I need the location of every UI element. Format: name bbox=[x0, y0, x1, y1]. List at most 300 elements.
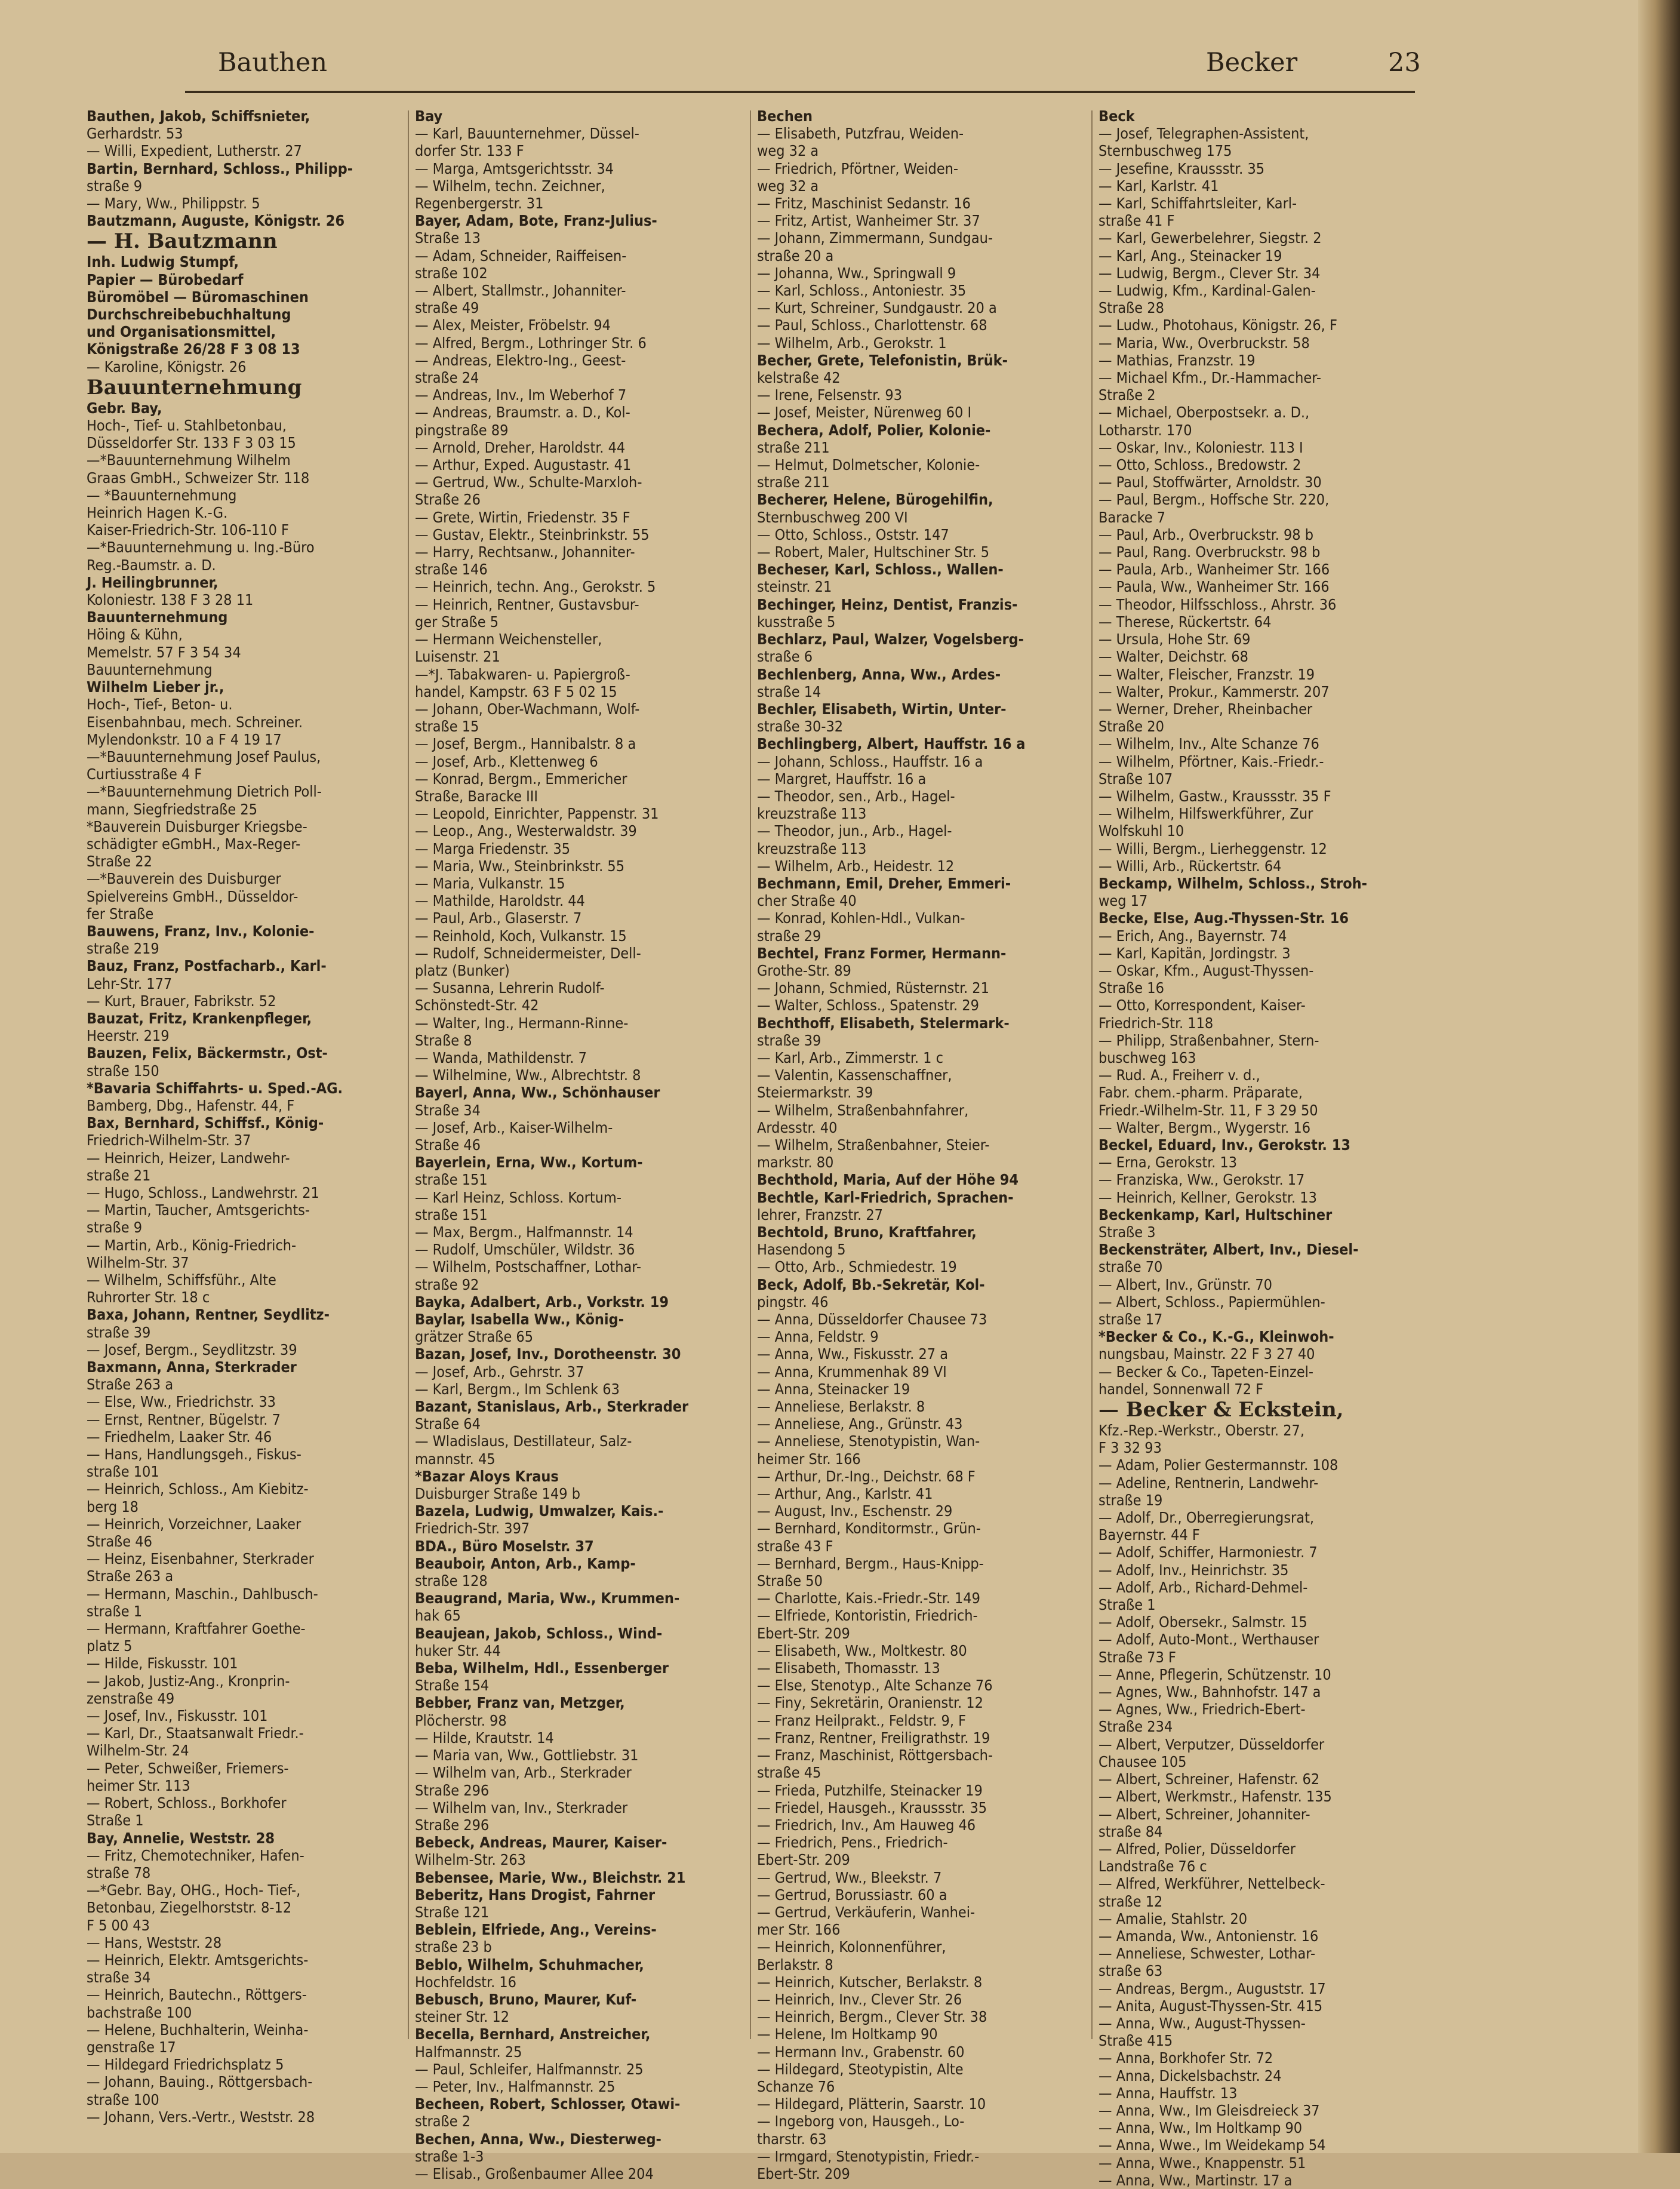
directory-entry: — Susanna, Lehrerin Rudolf- bbox=[415, 979, 605, 997]
directory-entry: — Heinrich, Heizer, Landwehr- bbox=[87, 1149, 290, 1167]
directory-entry: — Andreas, Elektro-Ing., Geest- bbox=[415, 351, 626, 369]
directory-entry: Beaugrand, Maria, Ww., Krummen- bbox=[415, 1590, 680, 1607]
directory-entry: — Karl, Bauunternehmer, Düssel- bbox=[415, 125, 639, 143]
directory-entry: — Wilhelm, Arb., Gerokstr. 1 bbox=[757, 334, 947, 352]
directory-entry: Bechthoff, Elisabeth, Stelermark- bbox=[757, 1014, 1010, 1032]
directory-entry: — Mathilde, Haroldstr. 44 bbox=[415, 892, 585, 910]
directory-entry: — Walter, Prokur., Kammerstr. 207 bbox=[1099, 682, 1330, 700]
directory-entry: — Paul, Stoffwärter, Arnoldstr. 30 bbox=[1099, 474, 1322, 491]
directory-entry: — Adam, Polier Gestermannstr. 108 bbox=[1099, 1456, 1339, 1474]
directory-entry: BDA., Büro Moselstr. 37 bbox=[415, 1537, 594, 1555]
header-rule bbox=[185, 91, 1415, 93]
directory-entry: — Albert, Inv., Grünstr. 70 bbox=[1099, 1275, 1272, 1293]
directory-entry: dorfer Str. 133 F bbox=[415, 142, 524, 160]
directory-entry: — Friedel, Hausgeh., Kraussstr. 35 bbox=[757, 1798, 987, 1816]
directory-entry: — Albert, Stallmstr., Johanniter- bbox=[415, 282, 626, 300]
directory-entry: Beba, Wilhelm, Hdl., Essenberger bbox=[415, 1659, 669, 1677]
directory-entry: — Adeline, Rentnerin, Landwehr- bbox=[1099, 1474, 1319, 1492]
directory-entry: Memelstr. 57 F 3 54 34 bbox=[87, 643, 241, 661]
directory-entry: Bartin, Bernhard, Schloss., Philipp- bbox=[87, 159, 353, 177]
directory-entry: — Harry, Rechtsanw., Johanniter- bbox=[415, 543, 635, 561]
directory-entry: — Adam, Schneider, Raiffeisen- bbox=[415, 247, 627, 265]
directory-entry: Beauboir, Anton, Arb., Kamp- bbox=[415, 1554, 636, 1572]
directory-entry: Straße 46 bbox=[415, 1136, 481, 1154]
directory-entry: — Heinrich, Kellner, Gerokstr. 13 bbox=[1099, 1188, 1317, 1206]
directory-entry: — Albert, Werkmstr., Hafenstr. 135 bbox=[1099, 1788, 1332, 1806]
directory-entry: — Frieda, Putzhilfe, Steinacker 19 bbox=[757, 1781, 983, 1799]
directory-entry: Straße 1 bbox=[1099, 1596, 1156, 1614]
directory-entry: — Walter, Fleischer, Franzstr. 19 bbox=[1099, 665, 1315, 683]
directory-entry: lehrer, Franzstr. 27 bbox=[757, 1206, 883, 1223]
directory-entry: Wolfskuhl 10 bbox=[1099, 822, 1184, 840]
directory-entry: Bebeck, Andreas, Maurer, Kaiser- bbox=[415, 1834, 667, 1852]
directory-entry: Straße 28 bbox=[1099, 299, 1164, 317]
directory-entry: Baxa, Johann, Rentner, Seydlitz- bbox=[87, 1306, 330, 1324]
directory-entry: — Paul, Bergm., Hoffsche Str. 220, bbox=[1099, 491, 1330, 509]
directory-entry: — Gertrud, Ww., Bleekstr. 7 bbox=[757, 1868, 942, 1886]
directory-entry: straße 41 F bbox=[1099, 212, 1175, 230]
directory-entry: straße 30-32 bbox=[757, 718, 844, 736]
directory-entry: Ebert-Str. 209 bbox=[757, 1851, 850, 1869]
directory-entry: — Helene, Buchhalterin, Weinha- bbox=[87, 2021, 309, 2039]
directory-entry: — Jakob, Justiz-Ang., Kronprin- bbox=[87, 1672, 290, 1690]
directory-entry: Bauz, Franz, Postfacharb., Karl- bbox=[87, 957, 327, 975]
directory-entry: Gebr. Bay, bbox=[87, 399, 162, 417]
directory-entry: Düsseldorfer Str. 133 F 3 03 15 bbox=[87, 434, 296, 452]
directory-entry: Bay bbox=[415, 107, 443, 125]
directory-entry: Wilhelm Lieber jr., bbox=[87, 678, 224, 696]
directory-entry: — Hugo, Schloss., Landwehrstr. 21 bbox=[87, 1183, 319, 1201]
directory-entry: Bechen bbox=[757, 107, 813, 125]
directory-entry: — Anna, Ww., Fiskusstr. 27 a bbox=[757, 1345, 948, 1363]
directory-entry: Höing & Kühn, bbox=[87, 626, 183, 644]
directory-entry: Straße 22 bbox=[87, 853, 152, 871]
directory-entry: — Bernhard, Konditormstr., Grün- bbox=[757, 1520, 981, 1538]
header-right-keyword: Becker bbox=[1206, 48, 1298, 78]
directory-entry: — Josef, Bergm., Seydlitzstr. 39 bbox=[87, 1341, 297, 1358]
directory-entry: — Albert, Verputzer, Düsseldorfer bbox=[1099, 1735, 1325, 1753]
directory-entry: Schanze 76 bbox=[757, 2077, 835, 2095]
directory-entry: — Maria van, Ww., Gottliebstr. 31 bbox=[415, 1747, 639, 1764]
directory-entry: — Kurt, Brauer, Fabrikstr. 52 bbox=[87, 992, 276, 1010]
directory-entry: Straße 263 a bbox=[87, 1567, 174, 1585]
directory-entry: Bazela, Ludwig, Umwalzer, Kais.- bbox=[415, 1502, 664, 1520]
directory-entry: *Bazar Aloys Kraus bbox=[415, 1467, 559, 1485]
directory-entry: — Hildegard Friedrichsplatz 5 bbox=[87, 2056, 284, 2074]
directory-entry: Steiermarkstr. 39 bbox=[757, 1084, 873, 1102]
directory-entry: hak 65 bbox=[415, 1607, 461, 1625]
directory-entry: Duisburger Straße 149 b bbox=[415, 1485, 581, 1503]
directory-entry: — Wilhelmine, Ww., Albrechtstr. 8 bbox=[415, 1066, 641, 1084]
directory-entry: Straße 263 a bbox=[87, 1376, 174, 1394]
directory-entry: — Bernhard, Bergm., Haus-Knipp- bbox=[757, 1554, 984, 1572]
directory-entry: — Wilhelm van, Inv., Sterkrader bbox=[415, 1798, 628, 1816]
directory-entry: Becella, Bernhard, Anstreicher, bbox=[415, 2025, 651, 2043]
directory-entry: — Mathias, Franzstr. 19 bbox=[1099, 351, 1256, 369]
directory-entry: — Wilhelm, Hilfswerkführer, Zur bbox=[1099, 805, 1313, 823]
directory-entry: ger Straße 5 bbox=[415, 613, 499, 631]
directory-entry: Hoch-, Tief- u. Stahlbetonbau, bbox=[87, 417, 287, 435]
directory-entry: — Anna, Steinacker 19 bbox=[757, 1380, 910, 1398]
directory-entry: Bechinger, Heinz, Dentist, Franzis- bbox=[757, 595, 1018, 613]
directory-entry: — Walter, Deichstr. 68 bbox=[1099, 648, 1248, 666]
directory-entry: Baylar, Isabella Ww., König- bbox=[415, 1311, 624, 1329]
directory-entry: — Finy, Sekretärin, Oranienstr. 12 bbox=[757, 1694, 983, 1712]
directory-entry: Beck bbox=[1099, 107, 1135, 125]
directory-entry: straße 128 bbox=[415, 1572, 488, 1590]
directory-entry: handel, Sonnenwall 72 F bbox=[1099, 1380, 1264, 1398]
directory-entry: Spielvereins GmbH., Düsseldor- bbox=[87, 887, 299, 905]
directory-entry: Betonbau, Ziegelhorststr. 8-12 bbox=[87, 1899, 292, 1917]
directory-entry: weg 32 a bbox=[757, 177, 819, 195]
directory-entry: straße 34 bbox=[87, 1969, 151, 1987]
directory-entry: mann, Siegfriedstraße 25 bbox=[87, 800, 257, 818]
directory-entry: — Heinz, Eisenbahner, Sterkrader bbox=[87, 1550, 314, 1568]
page-number: 23 bbox=[1388, 48, 1421, 78]
directory-entry: Beblo, Wilhelm, Schuhmacher, bbox=[415, 1956, 644, 1973]
directory-entry: — Robert, Maler, Hultschiner Str. 5 bbox=[757, 543, 990, 561]
directory-entry: — Franz Heilprakt., Feldstr. 9, F bbox=[757, 1711, 967, 1729]
directory-entry: — Josef, Bergm., Hannibalstr. 8 a bbox=[415, 735, 636, 753]
directory-entry: Bauzen, Felix, Bäckermstr., Ost- bbox=[87, 1044, 328, 1062]
directory-entry: straße 20 a bbox=[757, 247, 834, 265]
directory-entry: Becke, Else, Aug.-Thyssen-Str. 16 bbox=[1099, 909, 1349, 927]
directory-entry: Sternbuschweg 175 bbox=[1099, 142, 1232, 160]
directory-entry: mannstr. 45 bbox=[415, 1450, 496, 1468]
directory-entry: — Theodor, sen., Arb., Hagel- bbox=[757, 787, 955, 805]
directory-entry: tharstr. 63 bbox=[757, 2130, 827, 2148]
directory-entry: heimer Str. 113 bbox=[87, 1776, 190, 1794]
directory-entry: Halfmannstr. 25 bbox=[415, 2043, 522, 2061]
directory-entry: — Valentin, Kassenschaffner, bbox=[757, 1066, 952, 1084]
directory-entry: straße 211 bbox=[757, 474, 830, 491]
directory-entry: Beck, Adolf, Bb.-Sekretär, Kol- bbox=[757, 1275, 985, 1293]
directory-entry: — Anna, Wwe., Im Weidekamp 54 bbox=[1099, 2136, 1326, 2154]
directory-entry: — Wilhelm, Postschaffner, Lothar- bbox=[415, 1258, 642, 1276]
directory-entry: bachstraße 100 bbox=[87, 2003, 192, 2021]
directory-entry: — Leopold, Einrichter, Pappenstr. 31 bbox=[415, 805, 659, 823]
directory-entry: Wilhelm-Str. 37 bbox=[87, 1253, 189, 1271]
directory-entry: Bauzat, Fritz, Krankenpfleger, bbox=[87, 1009, 312, 1027]
directory-entry: — Maria, Vulkanstr. 15 bbox=[415, 874, 565, 892]
directory-entry: — Hermann, Kraftfahrer Goethe- bbox=[87, 1620, 306, 1638]
directory-entry: — Rud. A., Freiherr v. d., bbox=[1099, 1066, 1260, 1084]
directory-entry: Lotharstr. 170 bbox=[1099, 421, 1192, 439]
directory-entry: Hochfeldstr. 16 bbox=[415, 1973, 516, 1991]
directory-entry: — Anneliese, Stenotypistin, Wan- bbox=[757, 1432, 980, 1450]
directory-entry: — Wilhelm, Gastw., Kraussstr. 35 F bbox=[1099, 787, 1331, 805]
directory-entry: Bauunternehmung bbox=[87, 660, 213, 678]
directory-entry: — Heinrich, Bautechn., Röttgers- bbox=[87, 1986, 307, 2004]
directory-entry: — Josef, Meister, Nürenweg 60 I bbox=[757, 404, 972, 422]
directory-entry: — Elisabeth, Putzfrau, Weiden- bbox=[757, 125, 964, 143]
directory-entry: — Karl, Dr., Staatsanwalt Friedr.- bbox=[87, 1724, 304, 1742]
directory-entry: — Willi, Arb., Rückertstr. 64 bbox=[1099, 857, 1282, 875]
directory-entry: — Arthur, Ang., Karlstr. 41 bbox=[757, 1485, 933, 1503]
directory-entry: Bechen, Anna, Ww., Diesterweg- bbox=[415, 2130, 661, 2148]
directory-entry: Curtiusstraße 4 F bbox=[87, 765, 202, 783]
directory-entry: — Wilhelm, Straßenbahnfahrer, bbox=[757, 1101, 969, 1119]
directory-entry: — Becker & Co., Tapeten-Einzel- bbox=[1099, 1363, 1314, 1381]
directory-entry: — Karl, Arb., Zimmerstr. 1 c bbox=[757, 1049, 943, 1066]
directory-entry: —*Bauverein des Duisburger bbox=[87, 870, 281, 888]
directory-entry: — Gertrud, Borussiastr. 60 a bbox=[757, 1886, 947, 1904]
directory-entry: straße 39 bbox=[757, 1031, 821, 1049]
directory-entry: — Helmut, Dolmetscher, Kolonie- bbox=[757, 456, 980, 474]
directory-entry: straße 19 bbox=[1099, 1491, 1163, 1509]
directory-entry: Baxmann, Anna, Sterkrader bbox=[87, 1358, 297, 1376]
directory-entry: Wilhelm-Str. 263 bbox=[415, 1851, 526, 1869]
directory-entry: — Konrad, Kohlen-Hdl., Vulkan- bbox=[757, 909, 965, 927]
directory-entry: — Martin, Taucher, Amtsgerichts- bbox=[87, 1201, 310, 1219]
directory-entry: weg 32 a bbox=[757, 142, 819, 160]
directory-entry: straße 102 bbox=[415, 264, 488, 282]
directory-entry: — Willi, Expedient, Lutherstr. 27 bbox=[87, 142, 302, 160]
directory-entry: — Friedrich, Inv., Am Hauweg 46 bbox=[757, 1816, 976, 1834]
directory-entry: Bebusch, Bruno, Maurer, Kuf- bbox=[415, 1990, 637, 2008]
directory-entry: buschweg 163 bbox=[1099, 1049, 1196, 1066]
directory-entry: — Maria, Ww., Steinbrinkstr. 55 bbox=[415, 857, 625, 875]
directory-entry: — Becker & Eckstein, bbox=[1099, 1398, 1344, 1422]
directory-entry: Straße 8 bbox=[415, 1031, 472, 1049]
directory-entry: — Ludw., Photohaus, Königstr. 26, F bbox=[1099, 316, 1337, 334]
directory-entry: straße 92 bbox=[415, 1275, 479, 1293]
directory-entry: Kfz.-Rep.-Werkstr., Oberstr. 27, bbox=[1099, 1422, 1304, 1440]
directory-entry: weg 17 bbox=[1099, 892, 1148, 910]
directory-entry: — Wilhelm, Inv., Alte Schanze 76 bbox=[1099, 735, 1319, 753]
directory-entry: — Josef, Telegraphen-Assistent, bbox=[1099, 125, 1309, 143]
directory-entry: — Heinrich, techn. Ang., Gerokstr. 5 bbox=[415, 578, 656, 596]
directory-entry: — Otto, Arb., Schmiedestr. 19 bbox=[757, 1258, 957, 1276]
directory-entry: —*Bauunternehmung u. Ing.-Büro bbox=[87, 539, 315, 557]
directory-entry: — Arthur, Exped. Augustastr. 41 bbox=[415, 456, 632, 474]
directory-entry: — Michael, Oberpostsekr. a. D., bbox=[1099, 404, 1310, 422]
directory-entry: Grothe-Str. 89 bbox=[757, 961, 851, 979]
directory-entry: kusstraße 5 bbox=[757, 613, 836, 631]
directory-entry: — Margret, Hauffstr. 16 a bbox=[757, 770, 927, 788]
directory-entry: straße 49 bbox=[415, 299, 479, 317]
directory-entry: Bax, Bernhard, Schiffsf., König- bbox=[87, 1114, 324, 1132]
directory-entry: Straße 34 bbox=[415, 1101, 481, 1119]
directory-entry: — Anneliese, Schwester, Lothar- bbox=[1099, 1945, 1316, 1963]
directory-entry: — Albert, Schloss., Papiermühlen- bbox=[1099, 1293, 1325, 1311]
directory-entry: Bechthold, Maria, Auf der Höhe 94 bbox=[757, 1171, 1019, 1189]
directory-entry: — Anna, Feldstr. 9 bbox=[757, 1328, 879, 1346]
directory-entry: Straße, Baracke III bbox=[415, 787, 539, 805]
directory-entry: — Paul, Schleifer, Halfmannstr. 25 bbox=[415, 2060, 644, 2078]
directory-entry: Reg.-Baumstr. a. D. bbox=[87, 556, 216, 574]
directory-entry: — Therese, Rückertstr. 64 bbox=[1099, 613, 1272, 631]
directory-entry: — Otto, Schloss., Bredowstr. 2 bbox=[1099, 456, 1301, 474]
directory-entry: Straße 50 bbox=[757, 1572, 823, 1590]
directory-entry: Lehr-Str. 177 bbox=[87, 974, 173, 992]
directory-entry: kelstraße 42 bbox=[757, 369, 841, 387]
directory-entry: mer Str. 166 bbox=[757, 1921, 841, 1939]
directory-entry: handel, Kampstr. 63 F 5 02 15 bbox=[415, 682, 617, 700]
directory-entry: — Gustav, Elektr., Steinbrinkstr. 55 bbox=[415, 525, 650, 543]
directory-entry: straße 1-3 bbox=[415, 2147, 484, 2165]
directory-entry: pingstraße 89 bbox=[415, 421, 509, 439]
directory-entry: straße 211 bbox=[757, 438, 830, 456]
directory-entry: Baracke 7 bbox=[1099, 508, 1166, 526]
directory-entry: kreuzstraße 113 bbox=[757, 805, 867, 823]
directory-entry: — Johann, Vers.-Vertr., Weststr. 28 bbox=[87, 2108, 315, 2126]
directory-entry: — Walter, Schloss., Spatenstr. 29 bbox=[757, 997, 979, 1014]
directory-entry: — Heinrich, Bergm., Clever Str. 38 bbox=[757, 2008, 987, 2026]
directory-entry: Bayerl, Anna, Ww., Schönhauser bbox=[415, 1084, 660, 1102]
directory-entry: — Adolf, Auto-Mont., Werthauser bbox=[1099, 1631, 1319, 1649]
directory-entry: Beckel, Eduard, Inv., Gerokstr. 13 bbox=[1099, 1136, 1351, 1154]
directory-entry: Straße 2 bbox=[1099, 386, 1156, 404]
directory-entry: — Robert, Schloss., Borkhofer bbox=[87, 1794, 287, 1812]
directory-entry: Hasendong 5 bbox=[757, 1241, 846, 1259]
directory-entry: Becheen, Robert, Schlosser, Otawi- bbox=[415, 2095, 681, 2113]
directory-entry: — Alfred, Bergm., Lothringer Str. 6 bbox=[415, 334, 647, 352]
directory-entry: straße 39 bbox=[87, 1323, 151, 1341]
directory-entry: — Amanda, Ww., Antonienstr. 16 bbox=[1099, 1927, 1319, 1945]
directory-entry: Schönstedt-Str. 42 bbox=[415, 997, 539, 1014]
directory-entry: — Wilhelm, Straßenbahner, Steier- bbox=[757, 1136, 990, 1154]
directory-entry: straße 12 bbox=[1099, 1892, 1163, 1910]
directory-entry: Bazant, Stanislaus, Arb., Sterkrader bbox=[415, 1398, 689, 1416]
directory-entry: — Alex, Meister, Fröbelstr. 94 bbox=[415, 316, 611, 334]
directory-entry: Straße 16 bbox=[1099, 979, 1164, 997]
directory-entry: — Anna, Ww., Im Holtkamp 90 bbox=[1099, 2119, 1303, 2137]
directory-entry: straße 21 bbox=[87, 1166, 151, 1184]
directory-entry: — Alfred, Werkführer, Nettelbeck- bbox=[1099, 1875, 1325, 1893]
directory-entry: — Marga Friedenstr. 35 bbox=[415, 840, 571, 857]
directory-entry: — Fritz, Artist, Wanheimer Str. 37 bbox=[757, 212, 980, 230]
directory-entry: Inh. Ludwig Stumpf, bbox=[87, 253, 239, 271]
directory-entry: Bayerlein, Erna, Ww., Kortum- bbox=[415, 1154, 643, 1172]
directory-entry: Bechtold, Bruno, Kraftfahrer, bbox=[757, 1223, 977, 1241]
directory-entry: Chausee 105 bbox=[1099, 1753, 1187, 1770]
directory-entry: straße 23 b bbox=[415, 1938, 492, 1956]
directory-entry: Bayernstr. 44 F bbox=[1099, 1526, 1200, 1544]
directory-entry: Bauunternehmung bbox=[87, 608, 228, 626]
directory-entry: straße 24 bbox=[415, 369, 479, 387]
directory-entry: — Ingeborg von, Hausgeh., Lo- bbox=[757, 2113, 965, 2130]
directory-entry: — Hermann Inv., Grabenstr. 60 bbox=[757, 2043, 965, 2061]
directory-entry: — Elfriede, Kontoristin, Friedrich- bbox=[757, 1607, 978, 1625]
directory-entry: Büromöbel — Büromaschinen bbox=[87, 288, 309, 306]
directory-entry: — Anna, Düsseldorfer Chausee 73 bbox=[757, 1311, 987, 1329]
directory-entry: — Fritz, Maschinist Sedanstr. 16 bbox=[757, 195, 971, 213]
directory-entry: Straße 73 F bbox=[1099, 1648, 1176, 1666]
directory-entry: — Arnold, Dreher, Haroldstr. 44 bbox=[415, 438, 626, 456]
directory-entry: steinstr. 21 bbox=[757, 578, 832, 596]
directory-entry: Königstraße 26/28 F 3 08 13 bbox=[87, 340, 300, 358]
directory-entry: Beckenkamp, Karl, Hultschiner bbox=[1099, 1206, 1333, 1223]
directory-entry: — Josef, Inv., Fiskusstr. 101 bbox=[87, 1707, 268, 1725]
directory-entry: Straße 64 bbox=[415, 1415, 481, 1433]
directory-entry: — Willi, Bergm., Lierheggenstr. 12 bbox=[1099, 840, 1327, 857]
directory-entry: straße 9 bbox=[87, 1219, 143, 1237]
directory-entry: — Martin, Arb., König-Friedrich- bbox=[87, 1236, 297, 1254]
directory-entry: markstr. 80 bbox=[757, 1154, 834, 1172]
directory-entry: straße 146 bbox=[415, 561, 488, 579]
directory-entry: Straße 415 bbox=[1099, 2032, 1173, 2050]
directory-entry: straße 150 bbox=[87, 1062, 159, 1080]
directory-entry: — Peter, Schweißer, Friemers- bbox=[87, 1759, 289, 1777]
directory-entry: *Bavaria Schiffahrts- u. Sped.-AG. bbox=[87, 1079, 343, 1097]
directory-entry: — Elisab., Großenbaumer Allee 204 bbox=[415, 2165, 654, 2182]
directory-entry: — Rudolf, Umschüler, Wildstr. 36 bbox=[415, 1241, 635, 1259]
directory-entry: Berlakstr. 8 bbox=[757, 1956, 833, 1973]
directory-entry: — Gertrud, Ww., Schulte-Marxloh- bbox=[415, 474, 642, 491]
directory-entry: — Amalie, Stahlstr. 20 bbox=[1099, 1910, 1248, 1927]
directory-entry: — Charlotte, Kais.-Friedr.-Str. 149 bbox=[757, 1590, 980, 1607]
book-binding-edge bbox=[1638, 0, 1680, 2153]
directory-entry: — Andreas, Braumstr. a. D., Kol- bbox=[415, 404, 630, 422]
directory-entry: Beckamp, Wilhelm, Schloss., Stroh- bbox=[1099, 874, 1368, 892]
directory-entry: — Franziska, Ww., Gerokstr. 17 bbox=[1099, 1171, 1305, 1189]
directory-entry: — Erna, Gerokstr. 13 bbox=[1099, 1154, 1238, 1172]
directory-entry: Straße 296 bbox=[415, 1816, 490, 1834]
directory-entry: — Anna, Krummenhak 89 VI bbox=[757, 1363, 947, 1381]
directory-entry: Hoch-, Tief-, Beton- u. bbox=[87, 696, 233, 714]
directory-entry: — Elisabeth, Thomasstr. 13 bbox=[757, 1659, 940, 1677]
directory-entry: —*Gebr. Bay, OHG., Hoch- Tief-, bbox=[87, 1881, 301, 1899]
directory-entry: — Anita, August-Thyssen-Str. 415 bbox=[1099, 1997, 1323, 2015]
directory-entry: — Wilhelm, techn. Zeichner, bbox=[415, 177, 605, 195]
directory-entry: — Karl, Karlstr. 41 bbox=[1099, 177, 1219, 195]
directory-entry: — Hilde, Fiskusstr. 101 bbox=[87, 1655, 238, 1673]
directory-entry: — Johanna, Ww., Springwall 9 bbox=[757, 264, 956, 282]
directory-entry: Friedrich-Str. 397 bbox=[415, 1520, 530, 1538]
directory-entry: — Anne, Pflegerin, Schützenstr. 10 bbox=[1099, 1665, 1331, 1683]
directory-entry: Straße 234 bbox=[1099, 1718, 1173, 1736]
directory-entry: — Ludwig, Kfm., Kardinal-Galen- bbox=[1099, 282, 1316, 300]
directory-entry: Bechler, Elisabeth, Wirtin, Unter- bbox=[757, 700, 1007, 718]
directory-entry: — Anneliese, Berlakstr. 8 bbox=[757, 1398, 925, 1416]
directory-entry: — Anna, Dickelsbachstr. 24 bbox=[1099, 2067, 1282, 2085]
directory-entry: — Hermann Weichensteller, bbox=[415, 631, 602, 648]
directory-entry: — Walter, Ing., Hermann-Rinne- bbox=[415, 1014, 629, 1032]
directory-entry: — Hans, Handlungsgeh., Fiskus- bbox=[87, 1446, 301, 1464]
directory-entry: — Mary, Ww., Philippstr. 5 bbox=[87, 195, 260, 213]
directory-entry: F 3 32 93 bbox=[1099, 1439, 1162, 1457]
directory-entry: — Johann, Schmied, Rüsternstr. 21 bbox=[757, 979, 989, 997]
directory-entry: platz (Bunker) bbox=[415, 961, 510, 979]
directory-entry: Ebert-Str. 209 bbox=[757, 1624, 850, 1642]
directory-entry: straße 100 bbox=[87, 2090, 159, 2108]
directory-entry: — Anna, Borkhofer Str. 72 bbox=[1099, 2049, 1273, 2067]
directory-entry: straße 17 bbox=[1099, 1311, 1163, 1329]
directory-entry: Papier — Bürobedarf bbox=[87, 270, 244, 288]
directory-entry: — Philipp, Straßenbahner, Stern- bbox=[1099, 1031, 1319, 1049]
directory-entry: Straße 107 bbox=[1099, 770, 1173, 788]
directory-entry: Beaujean, Jakob, Schloss., Wind- bbox=[415, 1624, 663, 1642]
directory-entry: cher Straße 40 bbox=[757, 892, 857, 910]
directory-entry: — Agnes, Ww., Bahnhofstr. 147 a bbox=[1099, 1683, 1321, 1701]
directory-entry: Straße 3 bbox=[1099, 1223, 1156, 1241]
directory-entry: Bauunternehmung bbox=[87, 375, 302, 399]
directory-entry: Fabr. chem.-pharm. Präparate, bbox=[1099, 1084, 1303, 1102]
directory-entry: — Wilhelm, Arb., Heidestr. 12 bbox=[757, 857, 955, 875]
directory-entry: — Helene, Im Holtkamp 90 bbox=[757, 2025, 938, 2043]
directory-entry: Straße 1 bbox=[87, 1812, 144, 1830]
directory-entry: — H. Bautzmann bbox=[87, 229, 278, 254]
directory-entry: Bayer, Adam, Bote, Franz-Julius- bbox=[415, 212, 657, 230]
directory-entry: — Adolf, Inv., Heinrichstr. 35 bbox=[1099, 1561, 1289, 1579]
directory-entry: — Oskar, Kfm., August-Thyssen- bbox=[1099, 961, 1314, 979]
directory-entry: — August, Inv., Eschenstr. 29 bbox=[757, 1502, 953, 1520]
directory-entry: heimer Str. 166 bbox=[757, 1450, 861, 1468]
directory-entry: — Hermann, Maschin., Dahlbusch- bbox=[87, 1585, 318, 1603]
directory-entry: schädigter eGmbH., Max-Reger- bbox=[87, 835, 301, 853]
directory-entry: — Maria, Ww., Overbruckstr. 58 bbox=[1099, 334, 1310, 352]
